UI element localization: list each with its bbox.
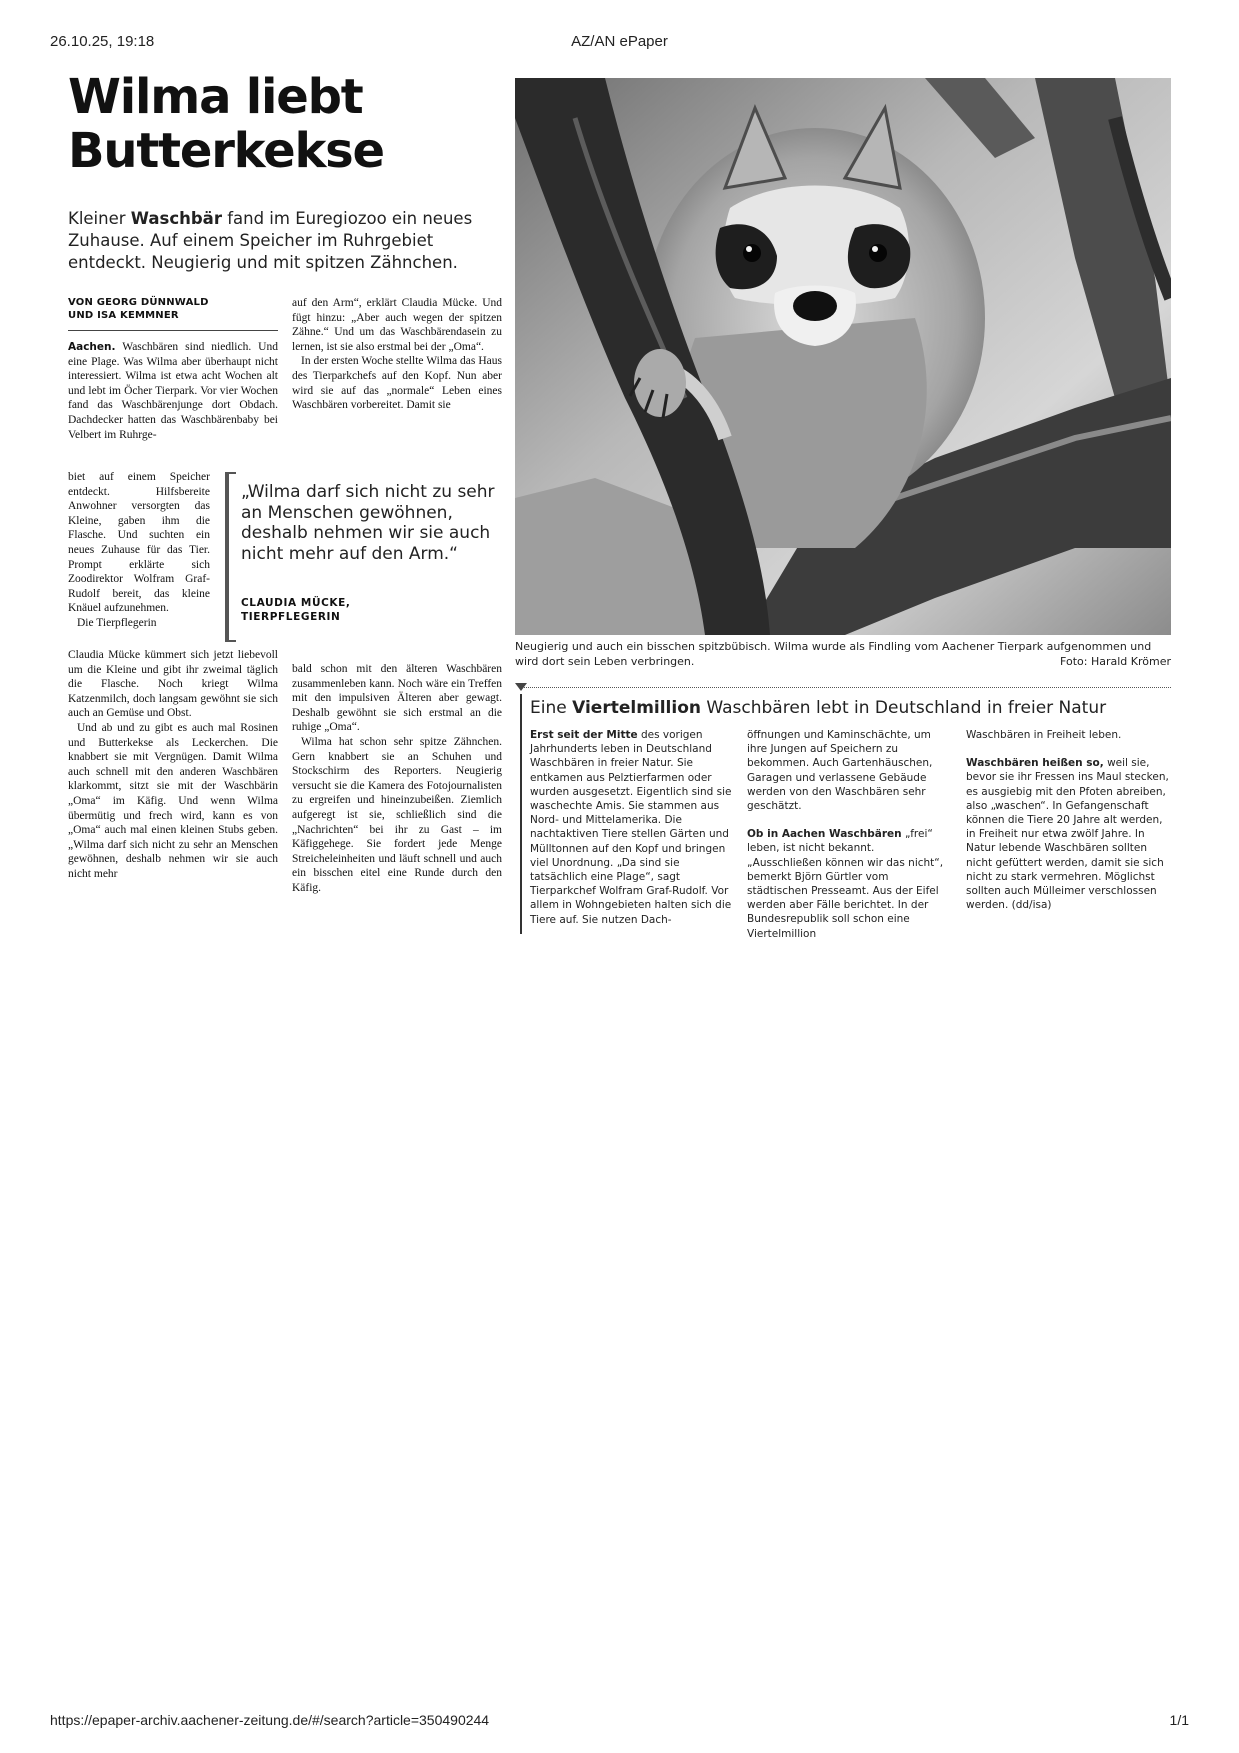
quote-source-role: TIERPFLEGERIN	[241, 611, 341, 623]
lead-in: Ob in Aachen Waschbären	[747, 828, 902, 841]
paragraph-text: Waschbären sind niedlich. Und eine Plage. Was Wilma aber überhaupt nicht interessiert. Wilma ist etwa acht Wochen alt und lebt im Öcher Tierpark. Vor vier Wochen fand das Waschbärenjunge dort Obdach. Dachdecker hatten das Waschbärenbaby bei Velbert im Ruhrge-	[68, 341, 278, 441]
article-column-1-narrow	[68, 470, 210, 631]
headline-line-2: Butterkekse	[68, 123, 384, 179]
infobox-column-2	[747, 728, 952, 941]
paragraph: Wilma hat schon sehr spitze Zähnchen. Gern knabbert sie an Schuhen und Stockschirm des Reporters. Neugierig versucht sie die Kamera des Fotojournalisten zu ergreifen und hineinzubeißen. Ziemlich aufgeregt ist sie, schließlich sind die „Nachrichten“ bei ihr zu Gast – im Käfiggehege. Sie fordert jede Menge Streicheleinheiten und läuft schnell und auch ein bisschen eitel eine Runde durch den Käfig.	[292, 735, 502, 894]
photo-caption	[515, 640, 1171, 669]
paragraph: auf den Arm“, erklärt Claudia Mücke. Und fügt hinzu: „Aber auch wegen der spitzen Zähne.“ Und um das Waschbärendasein zu lernen, ist sie also erstmal bei der „Oma“.	[292, 297, 502, 353]
page-number: 1/1	[1169, 1712, 1189, 1728]
byline	[68, 296, 278, 322]
print-url: https://epaper-archiv.aachener-zeitung.de/#/search?article=350490244	[50, 1712, 490, 1728]
paragraph: Claudia Mücke kümmert sich jetzt liebevoll um die Kleine und gibt ihr zweimal täglich die Flasche. Noch kriegt Wilma Katzenmilch, doch langsam gewöhnt sie sich auch an Gemüse und Obst.	[68, 649, 278, 720]
subhead-pre: Kleiner	[68, 209, 131, 228]
paragraph	[747, 827, 952, 941]
infobox-title-pre: Eine	[530, 698, 573, 718]
paragraph	[530, 728, 735, 927]
raccoon-photo	[515, 78, 1171, 635]
paragraph: Die Tierpflegerin	[77, 616, 157, 629]
subhead-bold: Waschbär	[130, 209, 222, 228]
paragraph: Waschbären in Freiheit leben.	[966, 729, 1122, 741]
byline-rule	[68, 330, 278, 331]
infobox-title-post: Waschbären lebt in Deutschland in freier Natur	[701, 698, 1107, 718]
headline-line-1: Wilma liebt	[68, 69, 363, 125]
pull-quote	[225, 470, 507, 638]
infobox-column-3	[966, 728, 1171, 912]
down-arrow-icon	[515, 683, 527, 691]
paragraph-text: weil sie, bevor sie ihr Fressen ins Maul stecken, es ausgiebig mit den Pfoten abreiben, also „waschen“. In Gefangenschaft können die Tiere 20 Jahre alt werden, in Freiheit nur etwa zwölf Jahre. In Natur lebende Waschbären sollten nicht gefüttert werden, damit sie sich nicht zu stark vermehren. Möglichst sollten auch Mülleimer verschlossen werden. (dd/isa)	[966, 757, 1169, 912]
paragraph-text: des vorigen Jahrhunderts leben in Deutschland Waschbären in freier Natur. Sie entkamen aus Pelztierfarmen oder wurden ausgesetzt. Eigentlich sind sie waschechte Amis. Sie stammen aus Nord- und Mittelamerika. Die nachtaktiven Tiere stellen Gärten und Mülltonnen auf den Kopf und bringen viel Unordnung. „Da sind sie tatsächlich eine Plage“, sagt Tierparkchef Wolfram Graf-Rudolf. Vor allem in Wohngebieten halten sich die Tiere auf. Sie nutzen Dach-	[530, 729, 732, 926]
caption-text: Neugierig und auch ein bisschen spitzbübisch. Wilma wurde als Findling vom Aachener Tierpark aufgenommen und wird dort sein Leben verbringen.	[515, 640, 1152, 668]
quote-text: „Wilma darf sich nicht zu sehr an Menschen gewöhnen, deshalb nehmen wir sie auch nicht mehr auf den Arm.“	[241, 482, 495, 564]
print-title: AZ/AN ePaper	[571, 33, 668, 50]
paragraph: Und ab und zu gibt es auch mal Rosinen und Butterkekse als Leckerchen. Die knabbert sie mit Vergnügen. Damit Wilma auch schnell mit den anderen Waschbären klarkommt, sitzt sie mit der Waschbärin „Oma“ im Käfig. Und wenn Wilma übermütig und frech wird, kann es von „Oma“ auch mal einen kleinen Stubs geben. „Wilma darf sich nicht zu sehr an Menschen gewöhnen, deshalb nehmen wir sie auch nicht mehr	[68, 721, 278, 880]
paragraph-text: „frei“ leben, ist nicht bekannt. „Ausschließen können wir das nicht“, bemerkt Björn Gürtler vom städtischen Presseamt. Aus der Eifel werden aber Fälle berichtet. In der Bundesrepublik soll schon eine Viertelmillion	[747, 828, 944, 940]
infobox-top-rule	[521, 687, 1171, 688]
infobox-title	[530, 697, 1170, 719]
byline-line-1: VON GEORG DÜNNWALD	[68, 297, 209, 308]
lead-in: Erst seit der Mitte	[530, 729, 638, 741]
paragraph: In der ersten Woche stellte Wilma das Haus des Tierparkchefs auf den Kopf. Nun aber wird sie auf das „normale“ Leben eines Waschbären vorbereitet. Damit sie	[292, 355, 502, 412]
byline-line-2: UND ISA KEMMNER	[68, 310, 179, 321]
article-column-2-top	[292, 296, 502, 413]
raccoon-photo-icon	[515, 78, 1171, 635]
quote-bracket	[225, 472, 236, 642]
infobox-title-bold: Viertelmillion	[572, 698, 701, 718]
paragraph: bald schon mit den älteren Waschbären zusammenleben kann. Noch wäre ein Treffen mit den impulsiven Älteren aber gewagt. Deshalb gewöhnt sie sich erstmal an die ruhige „Oma“.	[292, 663, 502, 734]
paragraph: öffnungen und Kaminschächte, um ihre Jungen auf Speichern zu bekommen. Auch Gartenhäuschen, Garagen und verlassene Gebäude werden von den Waschbären sehr geschätzt.	[747, 729, 933, 813]
paragraph	[68, 340, 278, 442]
infobox-side-rule	[520, 694, 522, 934]
article-column-2-bottom	[292, 662, 502, 896]
quote-source-name: CLAUDIA MÜCKE,	[241, 597, 351, 609]
headline	[68, 70, 508, 178]
paragraph	[966, 756, 1171, 912]
print-footer	[50, 1712, 1189, 1732]
print-header	[50, 33, 1189, 53]
dateline: Aachen.	[68, 341, 116, 353]
paragraph: biet auf einem Speicher entdeckt. Hilfsbereite Anwohner versorgten das Kleine, gaben ihm die Flasche. Und suchten ein neues Zuhause für das Tier. Prompt erklärte sich Zoodirektor Wolfram Graf-Rudolf bereit, das kleine Knäuel aufzunehmen.	[68, 471, 210, 615]
article-column-1-top	[68, 340, 278, 442]
photo-credit: Foto: Harald Krömer	[1060, 654, 1171, 668]
article-column-1-bottom	[68, 648, 278, 882]
infobox-column-1	[530, 728, 735, 927]
print-datetime: 26.10.25, 19:18	[50, 33, 155, 50]
lead-in: Waschbären heißen so,	[966, 757, 1104, 770]
subhead-post: fand im Euregiozoo ein neues Zuhause. Auf einem Speicher im Ruhrgebiet entdeckt. Neugierig und mit spitzen Zähnchen.	[68, 209, 473, 272]
subheadline	[68, 208, 488, 274]
quote-source	[241, 596, 503, 624]
